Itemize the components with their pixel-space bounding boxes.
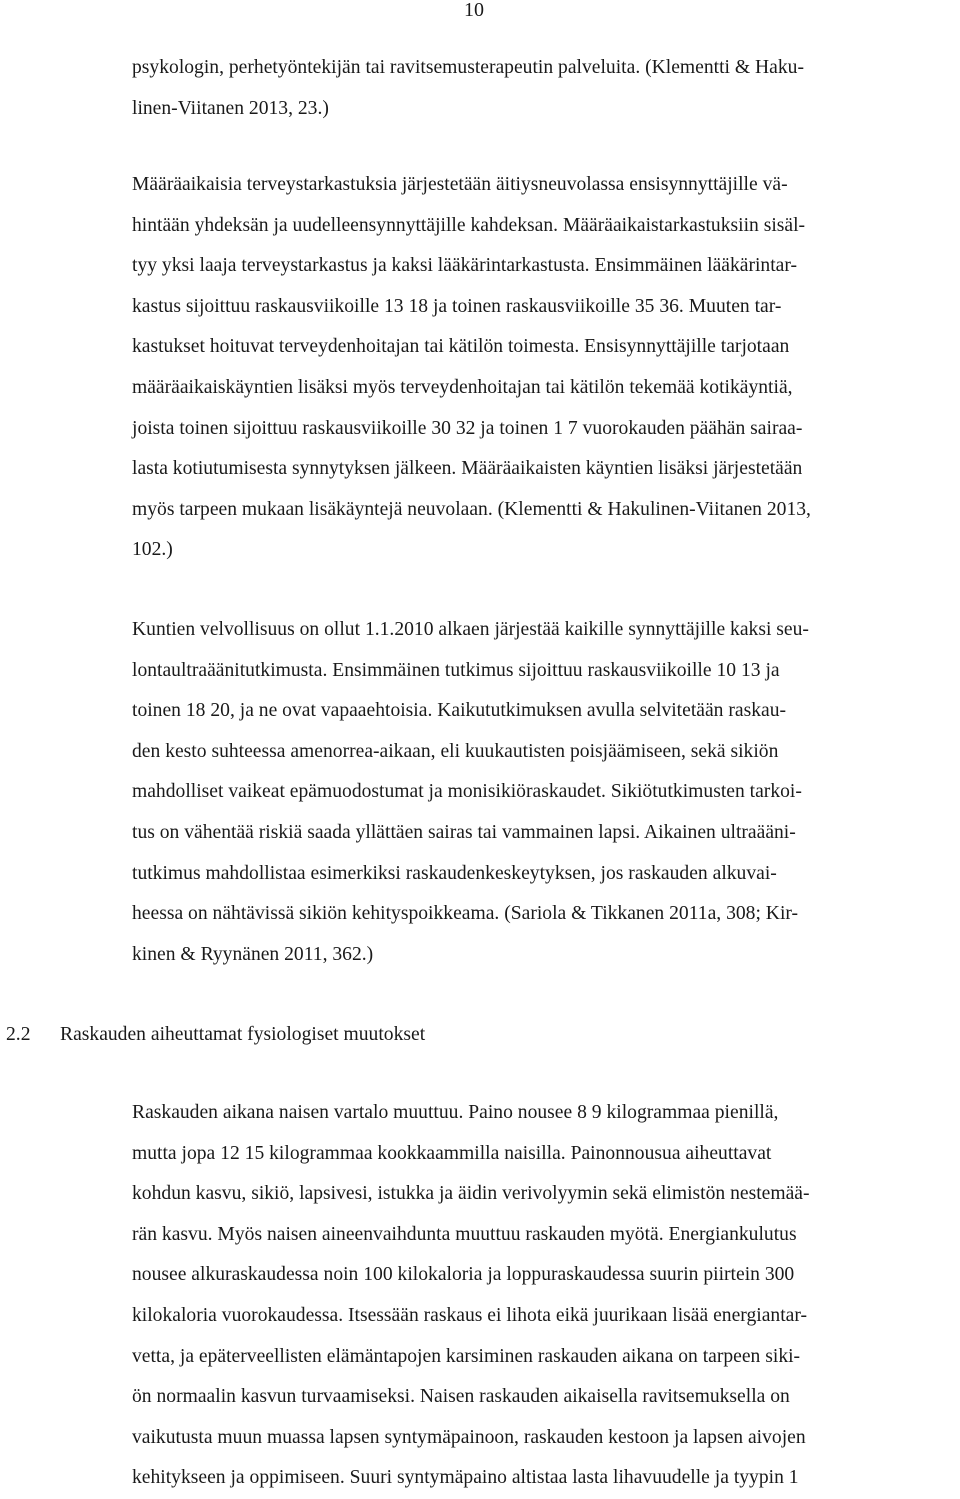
- paragraph-line: vetta, ja epäterveellisten elämäntapojen karsiminen raskauden aikana on tarpeen siki-: [132, 1345, 801, 1367]
- paragraph-checkups: [132, 165, 960, 571]
- paragraph-line: ön normaalin kasvun turvaamiseksi. Naisen raskauden aikaisella ravitsemuksella on: [132, 1386, 790, 1408]
- paragraph-line: joista toinen sijoittuu raskausviikoille 30 32 ja toinen 1 7 vuorokauden päähän sairaa-: [132, 417, 803, 439]
- paragraph-line: tyy yksi laaja terveystarkastus ja kaksi lääkärintarkastusta. Ensimmäinen lääkärintar-: [132, 255, 798, 277]
- paragraph-line: mutta jopa 12 15 kilogrammaa kookkaammilla naisilla. Painonnousua aiheuttavat: [132, 1142, 772, 1164]
- paragraph-line: tus on vähentää riskiä saada yllättäen sairas tai vammainen lapsi. Aikainen ultraääni-: [132, 821, 796, 843]
- paragraph-line: den kesto suhteessa amenorrea-aikaan, eli kuukautisten poisjäämiseen, sekä sikiön: [132, 740, 779, 762]
- paragraph-line: kastukset hoituvat terveydenhoitajan tai kätilön toimesta. Ensisynnyttäjille tarjotaan: [132, 336, 790, 358]
- paragraph-line: kehitykseen ja oppimiseen. Suuri syntymäpaino altistaa lasta lihavuudelle ja tyypin 1: [132, 1467, 799, 1489]
- paragraph-line: lontaultraäänitutkimusta. Ensimmäinen tutkimus sijoittuu raskausviikoille 10 13 ja: [132, 659, 780, 681]
- paragraph-line: heessa on nähtävissä sikiön kehityspoikkeama. (Sariola & Tikkanen 2011a, 308; Kir-: [132, 903, 799, 925]
- page-number: 10: [464, 0, 484, 21]
- paragraph-line: kilokaloria vuorokaudessa. Itsessään raskaus ei lihota eikä juurikaan lisää energiantar-: [132, 1304, 807, 1326]
- paragraph-line: rän kasvu. Myös naisen aineenvaihdunta muuttuu raskauden myötä. Energiankulutus: [132, 1223, 797, 1245]
- paragraph-line: nousee alkuraskaudessa noin 100 kilokaloria ja loppuraskaudessa suurin piirtein 300: [132, 1264, 795, 1286]
- paragraph-line: kinen & Ryynänen 2011, 362.): [132, 943, 374, 965]
- paragraph-line: toinen 18 20, ja ne ovat vapaaehtoisia. Kaikututkimuksen avulla selvitetään raskau-: [132, 700, 787, 722]
- paragraph-line: 102.): [132, 539, 173, 561]
- paragraph-line: Raskauden aikana naisen vartalo muuttuu. Paino nousee 8 9 kilogrammaa pienillä,: [132, 1102, 779, 1123]
- paragraph-line: Kuntien velvollisuus on ollut 1.1.2010 alkaen järjestää kaikille synnyttäjille kaksi seu-: [132, 619, 809, 640]
- section-heading: [6, 1021, 425, 1049]
- paragraph-line: kastus sijoittuu raskausviikoille 13 18 ja toinen raskausviikoille 35 36. Muuten tar-: [132, 295, 782, 317]
- paragraph-line: lasta kotiutumisesta synnytyksen jälkeen. Määräaikaisten käyntien lisäksi järjestetään: [132, 458, 803, 480]
- section-number: 2.2: [6, 1024, 31, 1045]
- paragraph-line: mahdolliset vaikeat epämuodostumat ja monisikiöraskaudet. Sikiötutkimusten tarkoi-: [132, 781, 802, 803]
- paragraph-line: tutkimus mahdollistaa esimerkiksi raskaudenkeskeytyksen, jos raskauden alkuvai-: [132, 862, 777, 884]
- paragraph-line: kohdun kasvu, sikiö, lapsivesi, istukka ja äidin verivolyymin sekä elimistön nestemää-: [132, 1183, 810, 1205]
- section-title: Raskauden aiheuttamat fysiologiset muutokset: [60, 1024, 426, 1045]
- paragraph-line: linen-Viitanen 2013, 23.): [132, 97, 329, 119]
- paragraph-line: hintään yhdeksän ja uudelleensynnyttäjille kahdeksan. Määräaikaistarkastuksiin sisäl-: [132, 214, 806, 236]
- paragraph-intro: [132, 48, 960, 129]
- paragraph-line: myös tarpeen mukaan lisäkäyntejä neuvolaan. (Klementti & Hakulinen-Viitanen 2013,: [132, 498, 811, 520]
- paragraph-line: vaikutusta muun muassa lapsen syntymäpainoon, raskauden kestoon ja lapsen aivojen: [132, 1426, 806, 1448]
- paragraph-physiology: [132, 1093, 960, 1499]
- paragraph-line: määräaikaiskäyntien lisäksi myös terveydenhoitajan tai kätilön tekemää kotikäyntiä,: [132, 376, 793, 398]
- paragraph-line: Määräaikaisia terveystarkastuksia järjestetään äitiysneuvolassa ensisynnyttäjille vä-: [132, 174, 788, 195]
- paragraph-line: psykologin, perhetyöntekijän tai ravitsemusterapeutin palveluita. (Klementti & Haku-: [132, 57, 804, 78]
- paragraph-ultrasound: [132, 610, 960, 975]
